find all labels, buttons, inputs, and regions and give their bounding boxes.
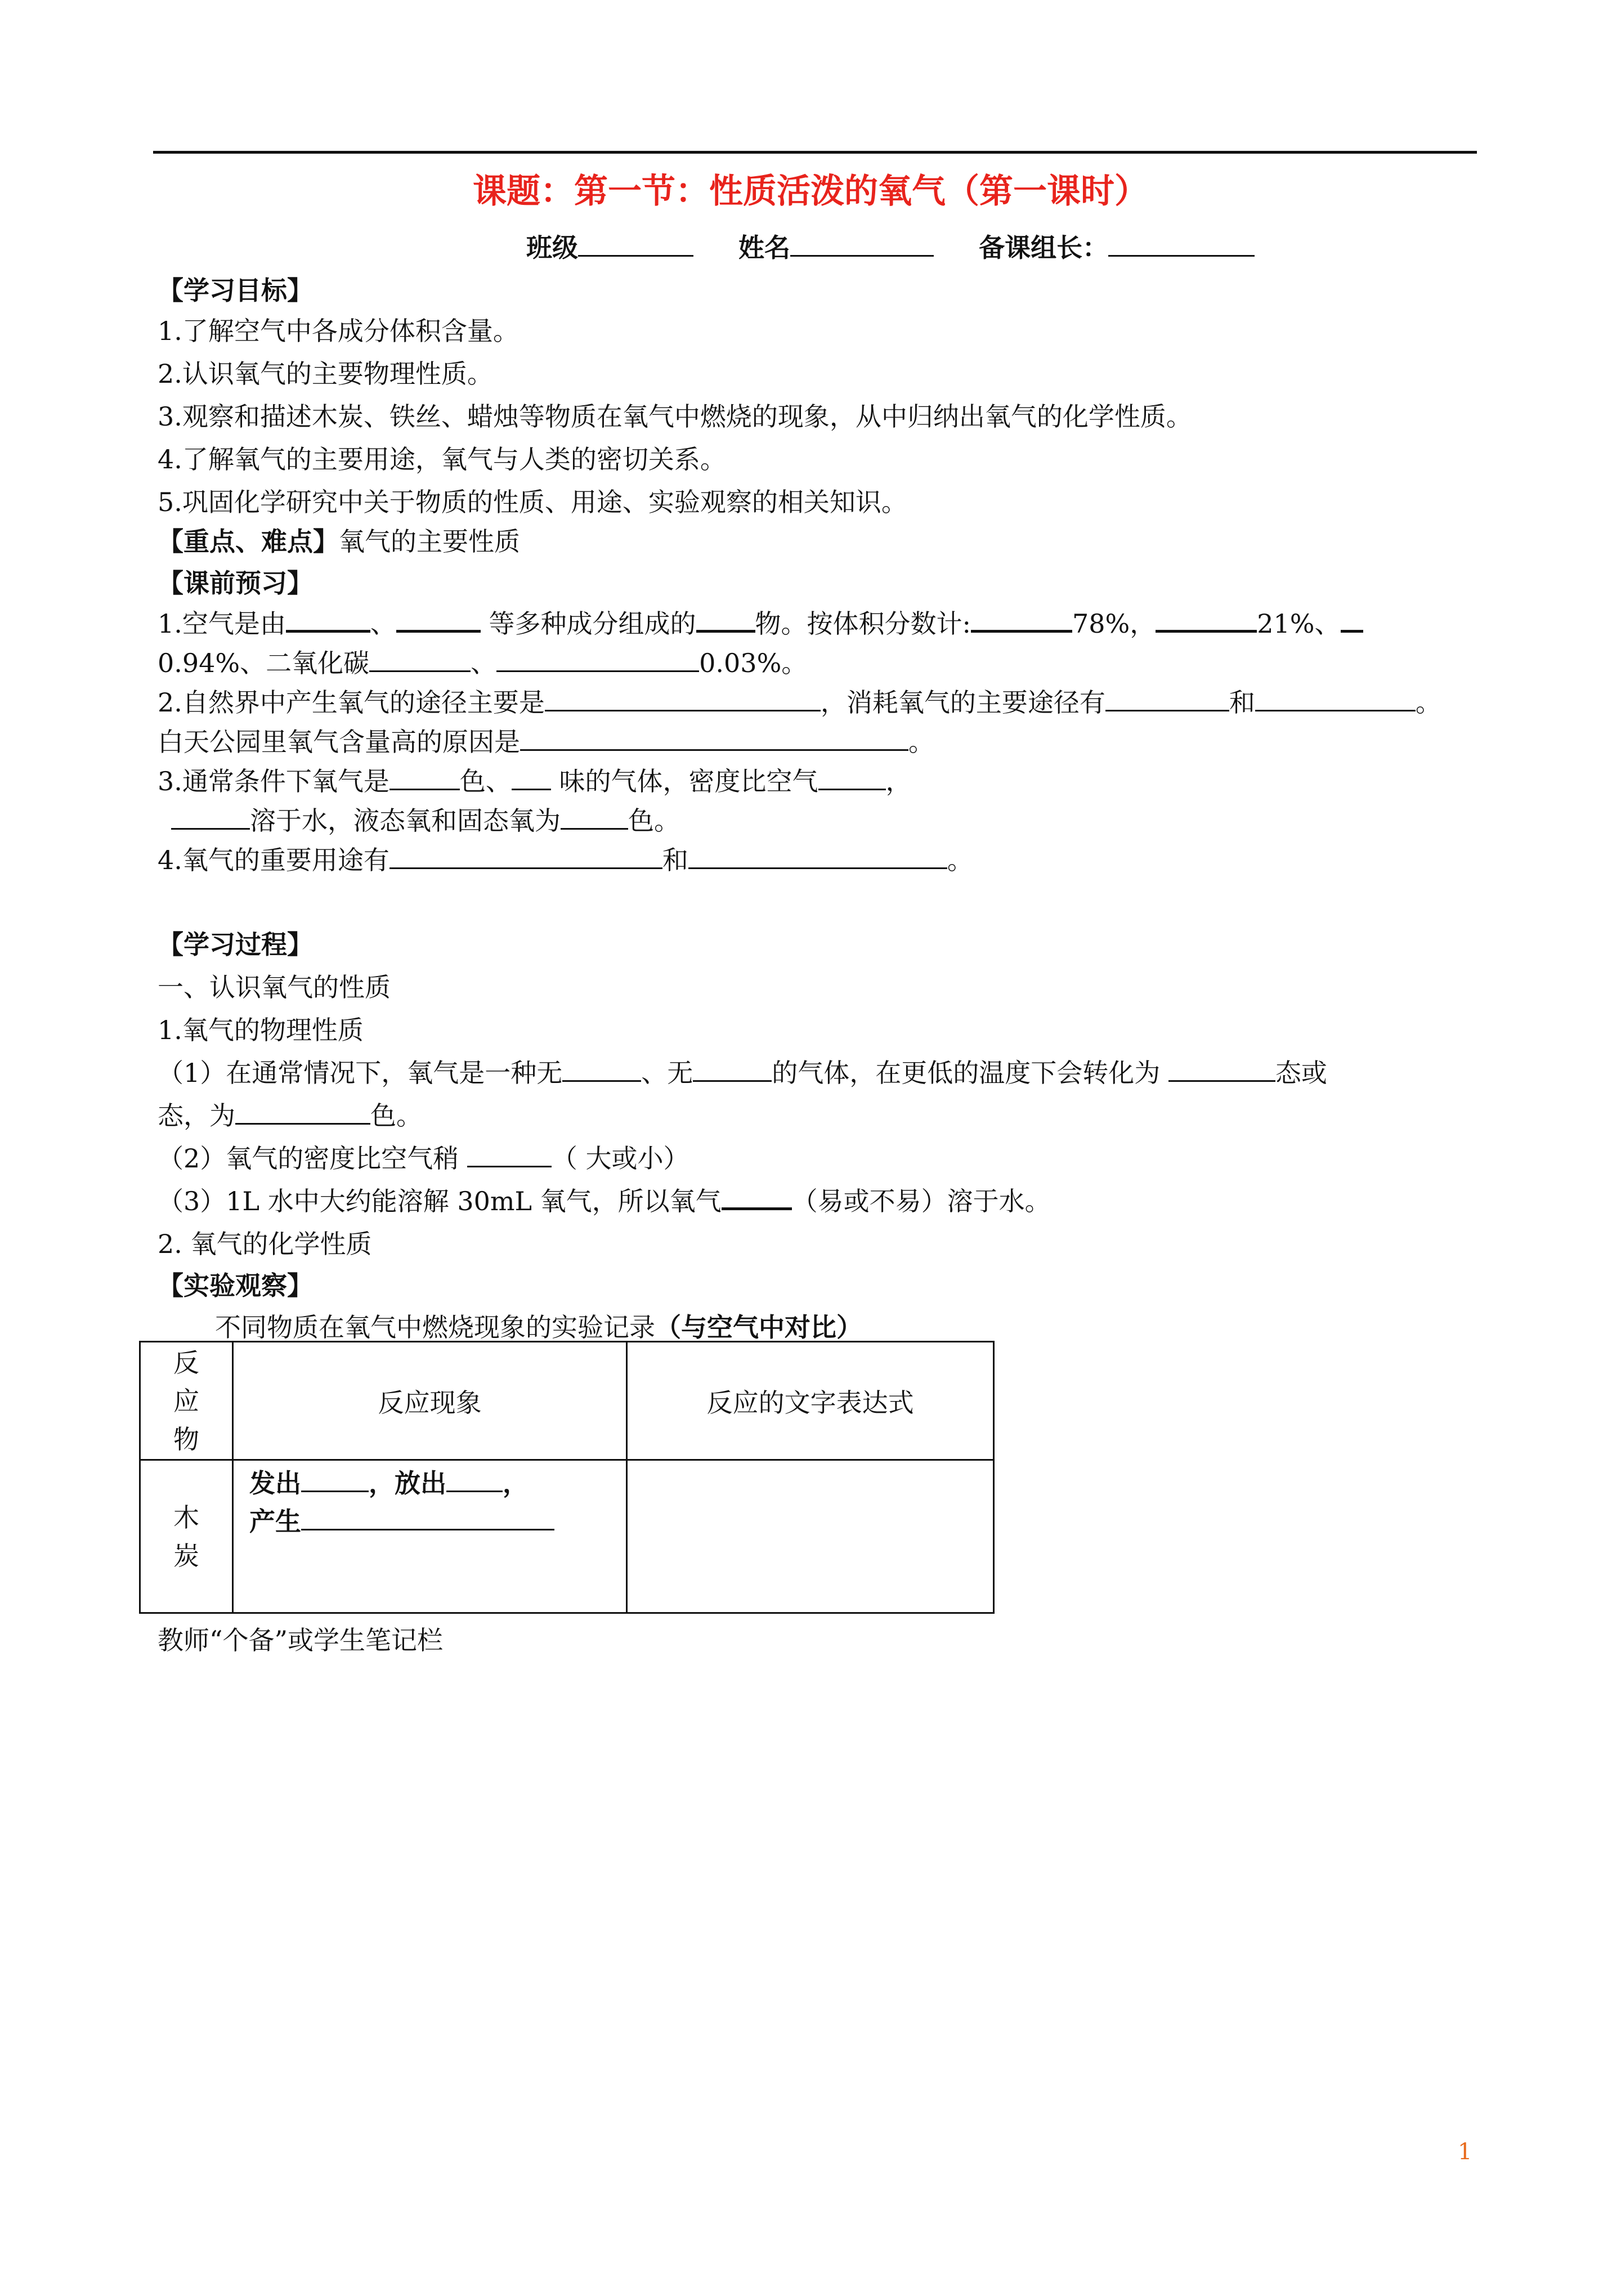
table-caption: 不同物质在氧气中燃烧现象的实验记录（与空气中对比）	[215, 1312, 862, 1342]
blank[interactable]	[389, 843, 662, 869]
blank[interactable]	[562, 1055, 641, 1082]
experiment-heading: 【实验观察】	[158, 1270, 313, 1301]
blank[interactable]	[286, 605, 370, 633]
blank[interactable]	[1156, 605, 1257, 633]
section-heading: 一、认识氧气的性质	[158, 972, 391, 1002]
blank[interactable]	[561, 803, 628, 830]
preview-q4: 4.氧气的重要用途有 和 。	[158, 840, 973, 877]
physical-p2: （2）氧气的密度比空气稍 （ 大或小）	[158, 1138, 689, 1175]
objectives-heading: 【学习目标】	[158, 275, 313, 306]
process-heading: 【学习过程】	[158, 929, 313, 960]
objective-item: 1.了解空气中各成分体积含量。	[158, 316, 519, 346]
page-number: 1	[1458, 2139, 1472, 2165]
preview-q1-line2: 0.94%、二氧化碳 、 0.03%。	[158, 643, 807, 680]
top-rule	[153, 151, 1477, 154]
header-reactant: 反应物	[140, 1342, 233, 1460]
blank[interactable]	[467, 1141, 552, 1167]
physical-p1-line2: 态，为 色。	[158, 1095, 422, 1133]
class-label: 班级	[526, 232, 578, 263]
table-header-row	[140, 1342, 994, 1460]
blank[interactable]	[235, 1098, 370, 1125]
blank[interactable]	[688, 843, 947, 869]
name-blank[interactable]	[790, 230, 934, 257]
phenomenon-line1: 发出 ，放出 ，	[249, 1464, 626, 1502]
name-label: 姓名	[738, 232, 791, 263]
header-phenomenon: 反应现象	[233, 1342, 627, 1460]
student-info-line	[526, 227, 1255, 265]
blank[interactable]	[512, 764, 551, 790]
class-blank[interactable]	[578, 230, 693, 257]
subsection-heading: 2. 氧气的化学性质	[158, 1229, 372, 1259]
blank[interactable]	[722, 1183, 792, 1210]
preview-heading: 【课前预习】	[158, 568, 313, 598]
preview-q3-line2: 溶于水，液态氧和固态氧为 色。	[158, 800, 680, 838]
reactant-cell: 木炭	[140, 1460, 233, 1613]
subsection-heading: 1.氧气的物理性质	[158, 1015, 364, 1045]
blank[interactable]	[396, 605, 481, 633]
table-row	[140, 1460, 994, 1613]
blank[interactable]	[971, 605, 1072, 633]
leader-label: 备课组长：	[979, 232, 1109, 263]
blank[interactable]	[520, 724, 908, 751]
blank[interactable]	[696, 605, 755, 633]
objective-item: 2.认识氧气的主要物理性质。	[158, 359, 493, 389]
blank[interactable]	[545, 685, 821, 711]
physical-p3: （3）1L 水中大约能溶解 30mL 氧气，所以氧气 （易或不易）溶于水。	[158, 1181, 1051, 1218]
key-points-text: 氧气的主要性质	[339, 526, 520, 557]
preview-q1-line1: 1.空气是由 、 等多种成分组成的 物。按体积分数计: 78%， 21%、	[158, 603, 1363, 641]
preview-q2-line1: 2.自然界中产生氧气的途径主要是 ，消耗氧气的主要途径有 和 。	[158, 682, 1441, 719]
blank[interactable]	[496, 646, 699, 672]
page-title: 课题：第一节：性质活泼的氧气（第一课时）	[473, 172, 1148, 211]
blank[interactable]	[1168, 1055, 1275, 1082]
blank[interactable]	[389, 764, 460, 790]
blank[interactable]	[301, 1504, 554, 1530]
physical-p1-line1: （1）在通常情况下，氧气是一种无 、无 的气体，在更低的温度下会转化为 态或	[158, 1053, 1327, 1090]
objective-item: 4.了解氧气的主要用途，氧气与人类的密切关系。	[158, 444, 726, 475]
phenomenon-cell[interactable]	[233, 1460, 627, 1613]
key-points-heading: 【重点、难点】	[158, 526, 339, 557]
leader-blank[interactable]	[1108, 230, 1255, 257]
blank[interactable]	[1255, 685, 1416, 711]
objective-item: 3.观察和描述木炭、铁丝、蜡烛等物质在氧气中燃烧的现象，从中归纳出氧气的化学性质。	[158, 401, 1192, 432]
objective-item: 5.巩固化学研究中关于物质的性质、用途、实验观察的相关知识。	[158, 487, 907, 517]
blank[interactable]	[171, 803, 250, 830]
preview-q2-line2: 白天公园里氧气含量高的原因是 。	[158, 722, 934, 759]
blank[interactable]	[693, 1055, 772, 1082]
blank[interactable]	[1105, 685, 1229, 711]
equation-cell[interactable]	[627, 1460, 994, 1613]
key-points-line	[158, 521, 520, 558]
blank[interactable]	[301, 1466, 369, 1492]
experiment-table	[139, 1341, 995, 1614]
blank[interactable]	[818, 764, 886, 790]
blank[interactable]	[446, 1466, 503, 1492]
header-equation: 反应的文字表达式	[627, 1342, 994, 1460]
phenomenon-line2: 产生	[249, 1502, 626, 1541]
notes-column-label: 教师“个备”或学生笔记栏	[158, 1625, 444, 1655]
blank[interactable]	[1341, 605, 1363, 633]
preview-q3-line1: 3.通常条件下氧气是 色、 味的气体，密度比空气 ，	[158, 761, 912, 798]
blank[interactable]	[369, 646, 471, 672]
